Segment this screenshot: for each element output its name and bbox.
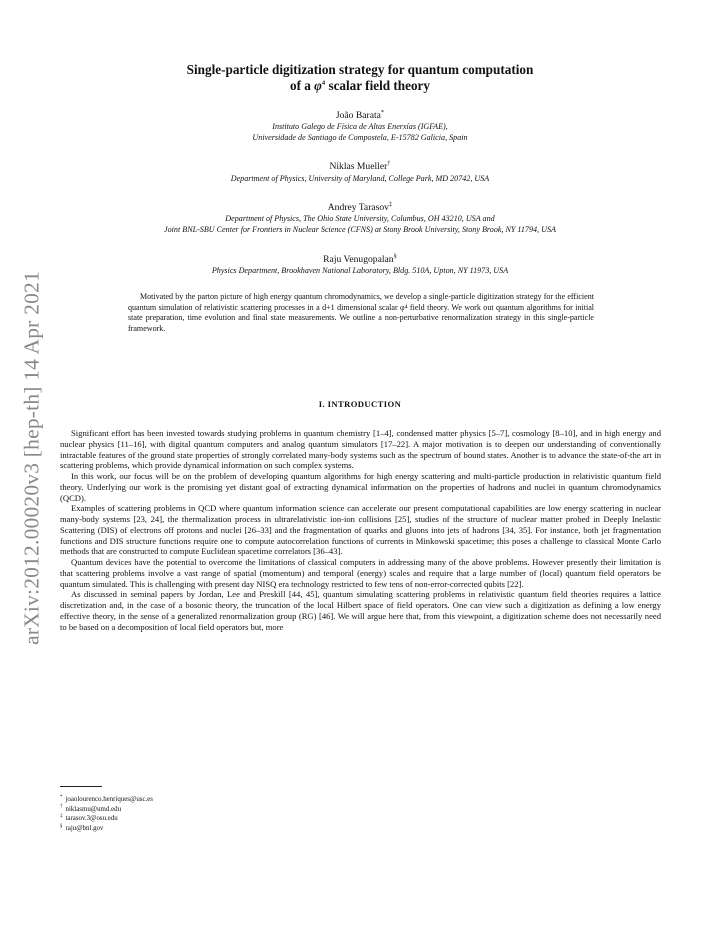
footnote: ‡ tarasov.3@osu.edu: [60, 814, 118, 823]
paper-title: [0, 62, 720, 94]
author-affiliation: Department of Physics, The Ohio State University, Columbus, OH 43210, USA and Joint BNL-SBU Center for Frontiers in Nuclear Science (CFNS) at Stony Brook University, Stony Brook, NY 11794, USA: [164, 214, 556, 234]
footnote: † niklasmu@umd.edu: [60, 804, 122, 813]
author-affiliation: Department of Physics, University of Maryland, College Park, MD 20742, USA: [230, 174, 490, 183]
author-affiliation: Instituto Galego de Física de Altas Enerxías (IGFAE), Universidade de Santiago de Compostela, E-15782 Galicia, Spain: [252, 122, 468, 142]
paragraph: Quantum devices have the potential to overcome the limitations of classical computers in addressing many of the above problems. However presently their limitation is that scattering problems involve a vast range of spatial (momentum) and temporal (energy) scales and require that a large number of (local) quantum field operators be quantum simulated. This is challenging with present day NISQ era technology restricted to few tens of non-error-corrected qubits [22].: [60, 557, 661, 589]
paragraph: In this work, our focus will be on the problem of developing quantum algorithms for high energy scattering and multi-particle production in relativistic quantum field theory. Underlying our work is the promising yet distant goal of extracting dynamical information on the properties of hadrons and nuclei in quantum chromodynamics (QCD).: [60, 471, 661, 503]
section-heading: I. INTRODUCTION: [318, 399, 402, 409]
title-line-2: of a $\varphi^4$ scalar field theory: [289, 78, 431, 93]
footnotes: [60, 795, 153, 834]
footnote: * joaolourenco.henriques@usc.es: [60, 794, 153, 803]
footnote-rule: [60, 786, 102, 787]
body-text: [60, 428, 661, 632]
paragraph: Examples of scattering problems in QCD where quantum information science can accelerate our present computational capabilities are low energy scattering in nuclear many-body systems [23, 24], the thermalization process in ultrarelativistic ion-ion collisions [25], studies of the structure of nuclear matter probed in Deeply Inelastic Scattering (DIS) of electrons off protons and nuclei [26–33] and the fragmentation of quarks and gluons into jets of hadrons [34, 35]. For instance, both jet fragmentation functions and DIS structure functions require one to compute autocorrelation functions of currents in Minkowski spacetime; this poses a challenge to classical Monte Carlo methods that are constructed to compute Euclidean spacetime correlators [36–43].: [60, 503, 661, 557]
author-name: João Barata*: [335, 108, 385, 121]
author-name: Niklas Mueller†: [329, 159, 391, 172]
author-name: Raju Venugopalan§: [323, 252, 397, 265]
paragraph: As discussed in seminal papers by Jordan, Lee and Preskill [44, 45], quantum simulating scattering problems in relativistic quantum field theories requires a lattice discretization and, in the case of a bosonic theory, the truncation of the local Hilbert space of field operators. One can view such a digitization as defining a low energy effective theory, in the sense of a generalized renormalization group (RG) [46]. We will argue here that, from this viewpoint, a digitization scheme does not necessarily need to be based on a decomposition of local field operators but, more: [60, 589, 661, 632]
author-affiliation: Physics Department, Brookhaven National Laboratory, Bldg. 510A, Upton, NY 11973, USA: [211, 266, 509, 275]
title-line-1: Single-particle digitization strategy for quantum computation: [186, 62, 534, 77]
paragraph: Significant effort has been invested towards studying problems in quantum chemistry [1–4], condensed matter physics [5–7], cosmology [8–10], and in high energy and nuclear physics [11–16], with digital quantum computers and analog quantum simulators [17–22]. A major motivation is to deepen our understanding of conventionally intractable features of the ground state properties of strongly correlated many-body systems such as the spectrum of bound states. Another is to advance the state-of-the art in scattering problems, which provide dynamical information on such complex systems.: [60, 428, 661, 471]
abstract: Motivated by the parton picture of high energy quantum chromodynamics, we develop a single-particle digitization strategy for the efficient quantum simulation of relativistic scattering processes in a d+1 dimensional scalar φ⁴ field theory. We work out quantum algorithms for initial state preparation, time evolution and final state measurements. We outline a non-perturbative renormalization strategy in this single-particle framework.: [128, 292, 594, 333]
footnote: § raju@bnl.gov: [60, 823, 104, 833]
author-name: Andrey Tarasov‡: [327, 200, 393, 213]
arxiv-identifier: arXiv:2012.00020v3 [hep-th] 14 Apr 2021: [19, 271, 44, 645]
